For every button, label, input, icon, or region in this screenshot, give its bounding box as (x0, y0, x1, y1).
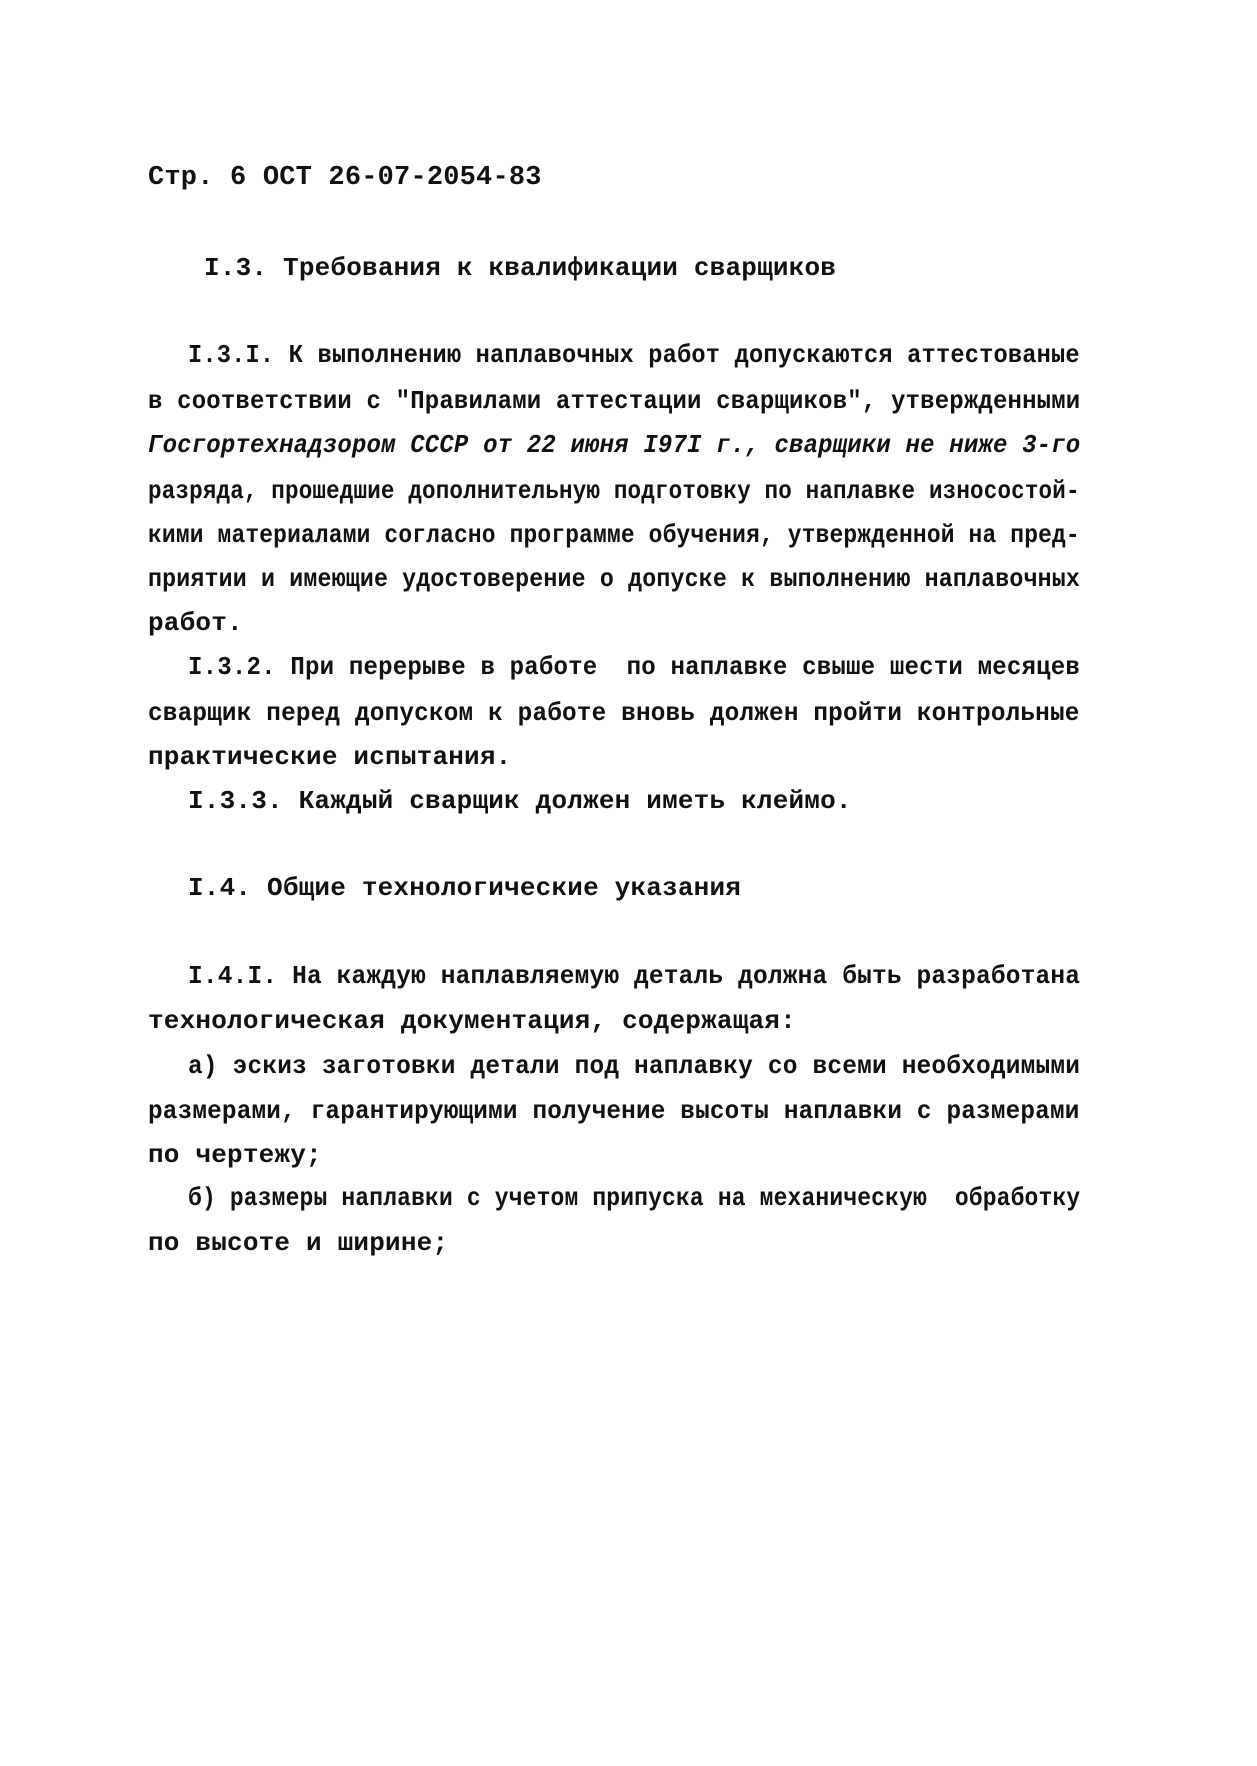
list-item-line: по высоте и ширине; (148, 1228, 449, 1258)
paragraph-line: практические испытания. (148, 742, 512, 772)
page-reference: Стр. 6 ОСТ 26-07-2054-83 (148, 163, 542, 193)
list-item-line: по чертежу; (148, 1140, 322, 1170)
paragraph-line: сварщик перед допуском к работе вновь должен пройти контрольные (148, 698, 1080, 728)
section-heading-1-3: I.3. Требования к квалификации сварщиков (204, 253, 837, 283)
list-item-line: а) эскиз заготовки детали под наплавку со всеми необходимыми (188, 1051, 1081, 1081)
paragraph-line: приятии и имеющие удостоверение о допуске к выполнению наплавочных (148, 564, 1080, 594)
paragraph-line: разряда, прошедшие дополнительную подготовку по наплавке износостой- (148, 476, 1080, 506)
paragraph-line: в соответствии с "Правилами аттестации сварщиков", утвержденными (148, 386, 1081, 416)
paragraph-line: I.3.3. Каждый сварщик должен иметь клеймо. (188, 786, 852, 816)
section-heading-1-4: I.4. Общие технологические указания (188, 873, 742, 903)
paragraph-line: I.3.I. К выполнению наплавочных работ допускаются аттестованые (188, 340, 1080, 370)
paragraph-line: работ. (148, 608, 243, 638)
paragraph-line: I.3.2. При перерыве в работе по наплавке свыше шести месяцев (188, 652, 1080, 682)
list-item-line: б) размеры наплавки с учетом припуска на механическую обработку (188, 1183, 1081, 1213)
paragraph-line: Госгортехнадзором СССР от 22 июня I97I г., сварщики не ниже 3-го (148, 430, 1081, 460)
paragraph-line: технологическая документация, содержащая: (148, 1006, 796, 1036)
paragraph-line: кими материалами согласно программе обучения, утвержденной на пред- (148, 520, 1080, 550)
paragraph-line: I.4.I. На каждую наплавляемую деталь должна быть разработана (188, 961, 1081, 991)
list-item-line: размерами, гарантирующими получение высоты наплавки с размерами (148, 1096, 1080, 1126)
